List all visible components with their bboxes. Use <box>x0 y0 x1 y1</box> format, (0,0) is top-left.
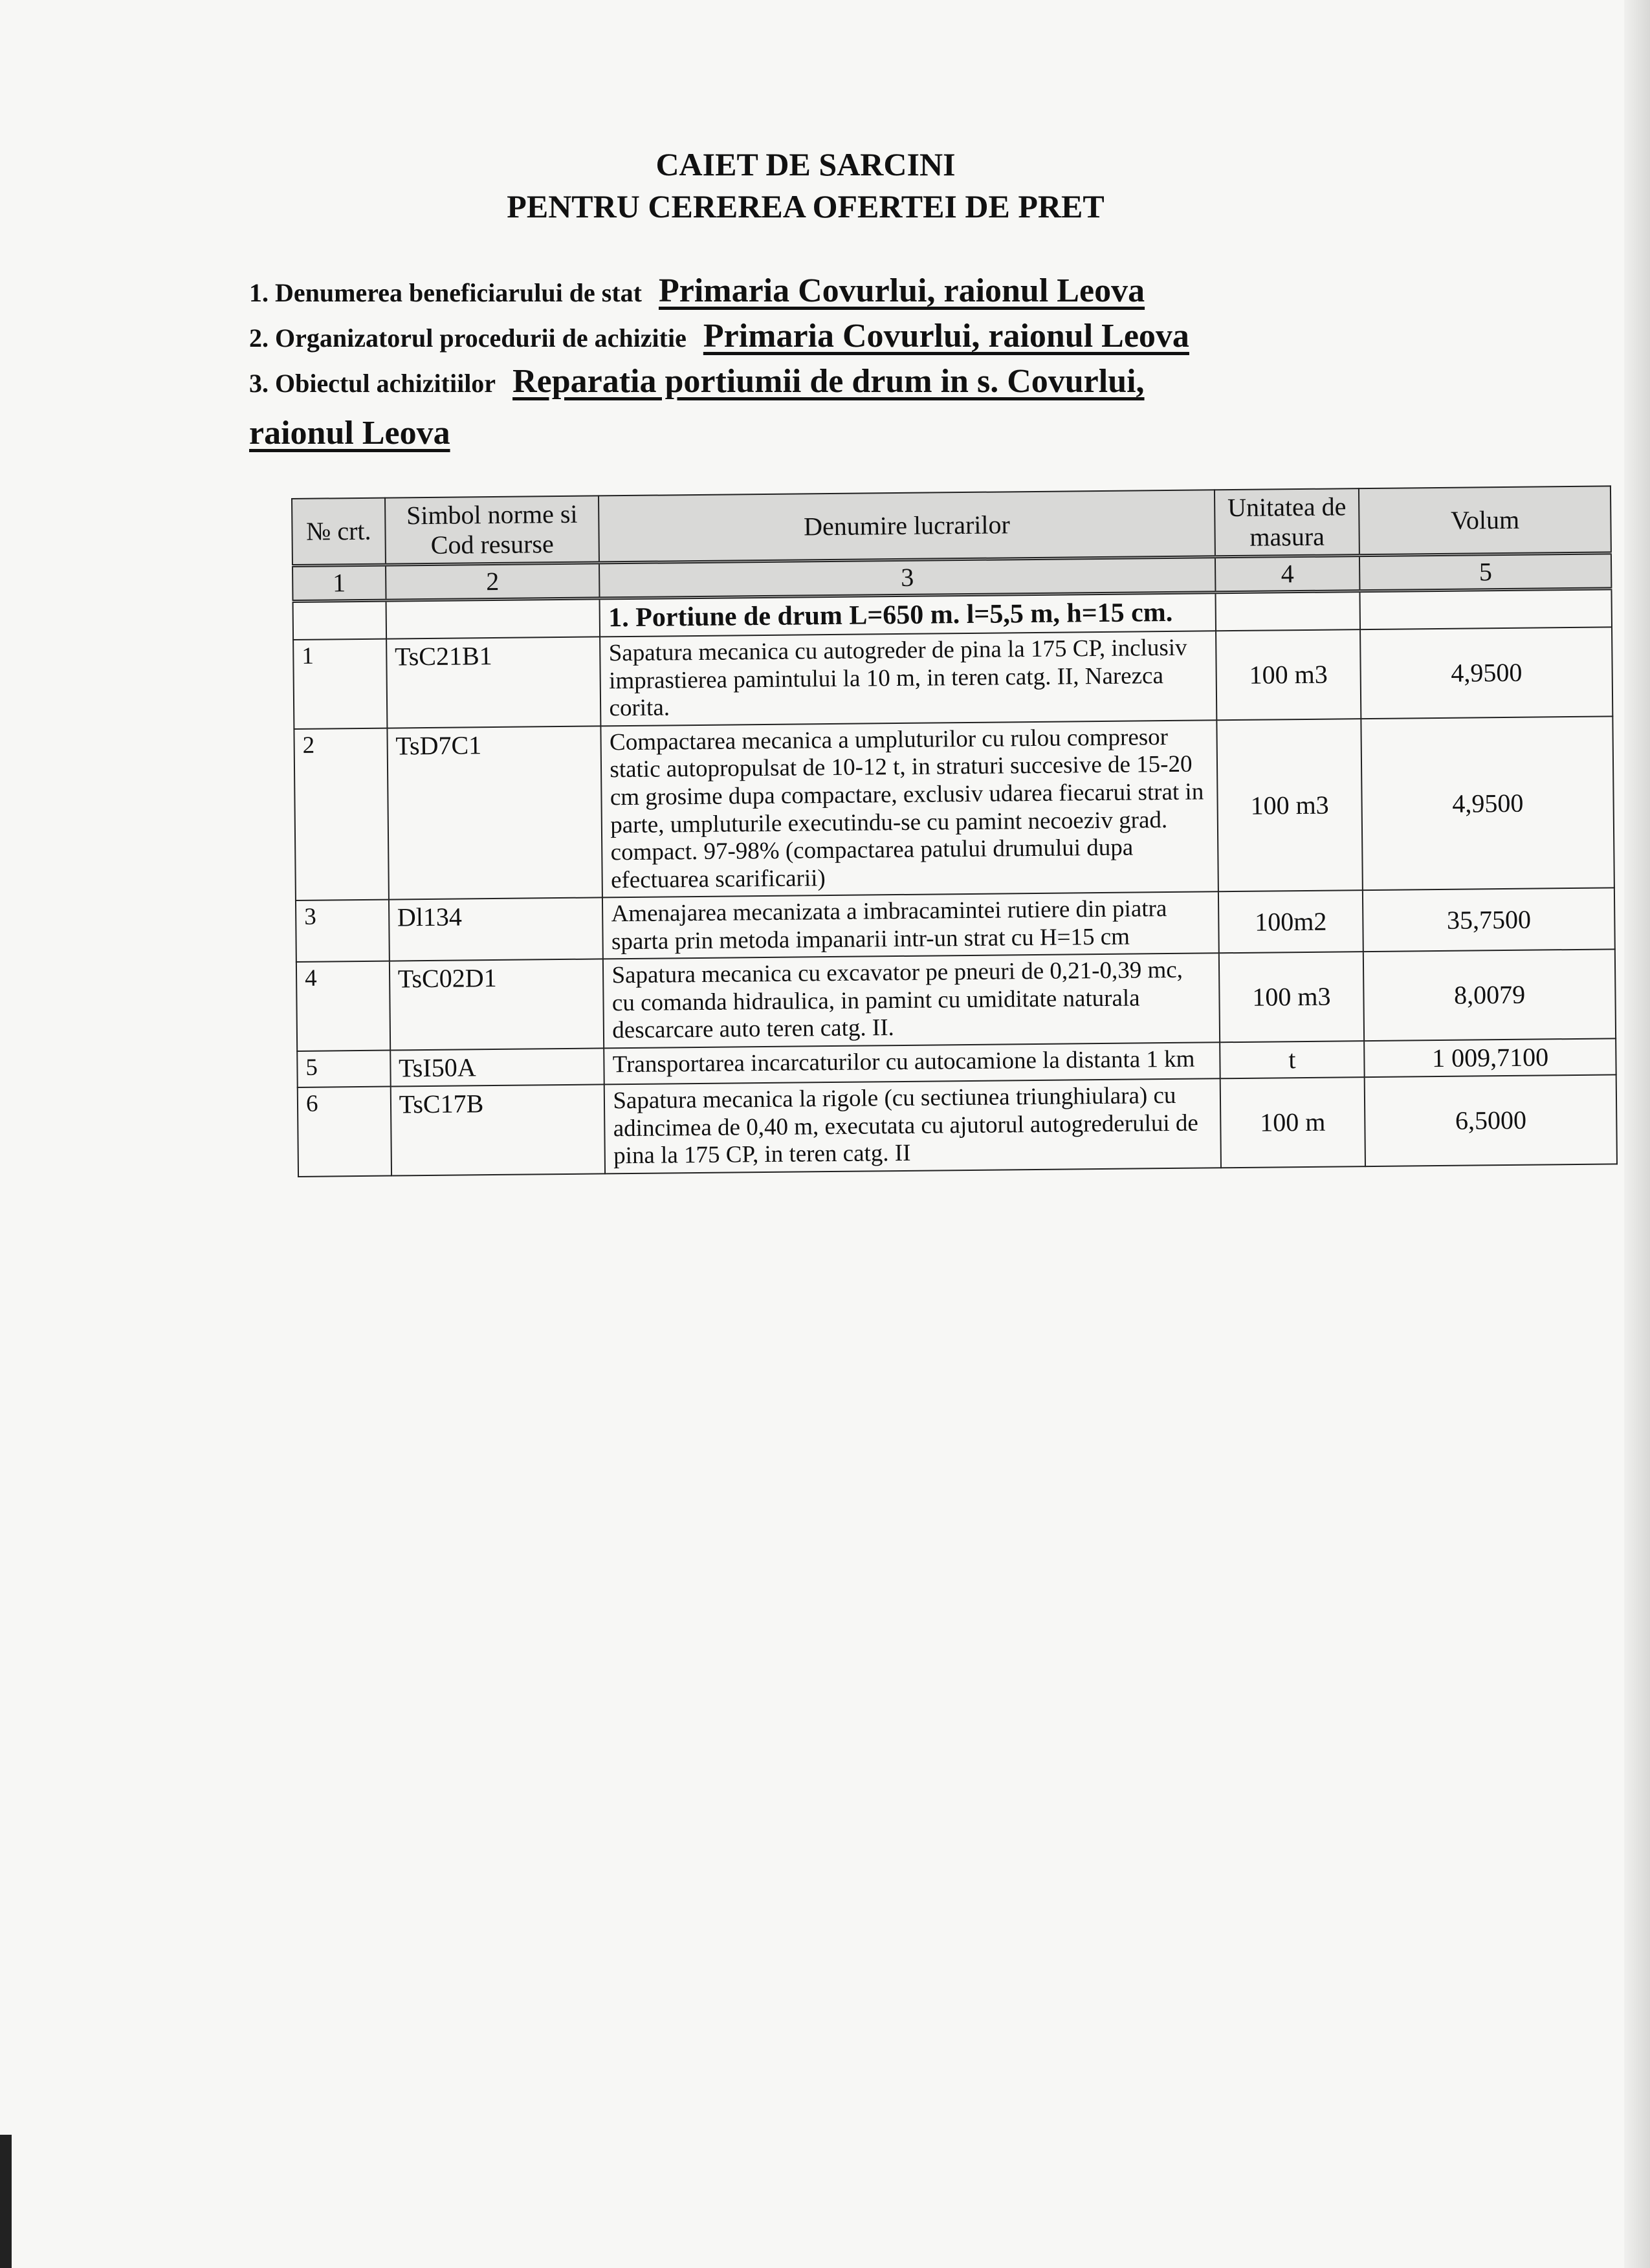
scan-edge <box>1624 0 1650 2268</box>
resource-code: Dl134 <box>389 898 604 961</box>
info-label: 2. Organizatorul procedurii de achizitie <box>249 323 687 353</box>
work-description: Sapatura mecanica cu autogreder de pina la 175 CP, inclusiv imprastierea pamintului la 10 m, in teren catg. II, Narezca corita. <box>600 631 1216 726</box>
document-subtitle: PENTRU CEREREA OFERTEI DE PRET <box>507 188 1105 224</box>
table-row <box>296 950 1616 1051</box>
table-row <box>298 1074 1617 1176</box>
resource-code: TsC02D1 <box>390 959 604 1051</box>
row-number: 5 <box>297 1051 390 1087</box>
unit-of-measure: t <box>1220 1041 1365 1078</box>
unit-of-measure: 100 m3 <box>1218 952 1364 1042</box>
header-code: Simbol norme si Cod resurse <box>385 496 600 565</box>
work-description: Amenajarea mecanizata a imbracamintei rutiere din piatra sparta prin metoda impanarii intr-un strat cu H=15 cm <box>602 891 1218 959</box>
header-nr: № crt. <box>292 498 386 566</box>
table-header-row <box>292 486 1611 565</box>
resource-code: TsD7C1 <box>387 726 602 899</box>
row-number: 2 <box>294 728 388 901</box>
volume-value: 4,9500 <box>1361 716 1614 890</box>
work-description: Compactarea mecanica a umpluturilor cu rulou compresor static autopropulsat de 10-12 t, in straturi succesive de 15-20 cm grosime dupa compactare, exclusiv udarea fiecarui strat in parte, umpluturile executindu-se cu pamint necoeziv grad. compact. 97-98% (compactarea patului drumului dupa efectuarea scarificarii) <box>601 720 1218 897</box>
volume-value: 1 009,7100 <box>1365 1038 1616 1077</box>
unit-of-measure: 100 m3 <box>1216 719 1363 891</box>
info-value: Primaria Covurlui, raionul Leova <box>703 318 1189 354</box>
table-row <box>293 627 1612 729</box>
info-value: Reparatia portiumii de drum in s. Covurlui, <box>512 363 1145 400</box>
work-description: Transportarea incarcaturilor cu autocamione la distanta 1 km <box>604 1042 1220 1084</box>
work-description: Sapatura mecanica la rigole (cu sectiunea triunghiulara) cu adincimea de 0,40 m, executata cu ajutorul autogrederului de pina la 175 CP, in teren catg. II <box>604 1078 1220 1173</box>
info-label: 1. Denumerea beneficiarului de stat <box>249 278 642 307</box>
header-volume: Volum <box>1359 486 1611 555</box>
resource-code: TsI50A <box>390 1048 604 1086</box>
volume-value: 8,0079 <box>1363 950 1616 1041</box>
col-number: 2 <box>386 563 600 600</box>
scan-edge-dark <box>0 2135 12 2268</box>
resource-code: TsC21B1 <box>386 637 601 728</box>
row-number: 3 <box>296 900 390 962</box>
volume-value: 35,7500 <box>1363 888 1614 952</box>
row-number: 4 <box>296 961 390 1051</box>
section-title: 1. Portiune de drum L=650 m. l=5,5 m, h=15 cm. <box>600 593 1216 637</box>
row-number: 6 <box>298 1087 391 1177</box>
unit-of-measure: 100m2 <box>1218 890 1364 953</box>
header-unit: Unitatea de masura <box>1215 488 1360 557</box>
unit-of-measure: 100 m <box>1220 1077 1365 1168</box>
header-name: Denumire lucrarilor <box>599 490 1215 563</box>
works-table <box>291 485 1618 1177</box>
info-label: 3. Obiectul achizitiilor <box>249 369 496 398</box>
col-number: 5 <box>1359 553 1611 591</box>
info-organizer <box>249 317 1189 355</box>
resource-code: TsC17B <box>390 1084 605 1175</box>
col-number: 4 <box>1215 556 1360 593</box>
info-value-cont: raionul Leova <box>249 415 450 452</box>
info-value: Primaria Covurlui, raionul Leova <box>658 272 1145 309</box>
info-object <box>249 362 1145 400</box>
volume-value: 4,9500 <box>1360 627 1612 719</box>
work-description: Sapatura mecanica cu excavator pe pneuri de 0,21-0,39 mc, cu comanda hidraulica, in pamint cu umiditate naturala descarcare auto teren catg. II. <box>603 954 1219 1049</box>
volume-value: 6,5000 <box>1365 1074 1617 1166</box>
info-beneficiary <box>249 272 1145 310</box>
unit-of-measure: 100 m3 <box>1216 629 1361 720</box>
col-number: 1 <box>292 565 386 601</box>
row-number: 1 <box>293 639 387 729</box>
col-number: 3 <box>599 557 1215 598</box>
table-row <box>294 716 1614 900</box>
document-title: CAIET DE SARCINI <box>655 146 956 182</box>
info-object-cont <box>249 414 450 452</box>
